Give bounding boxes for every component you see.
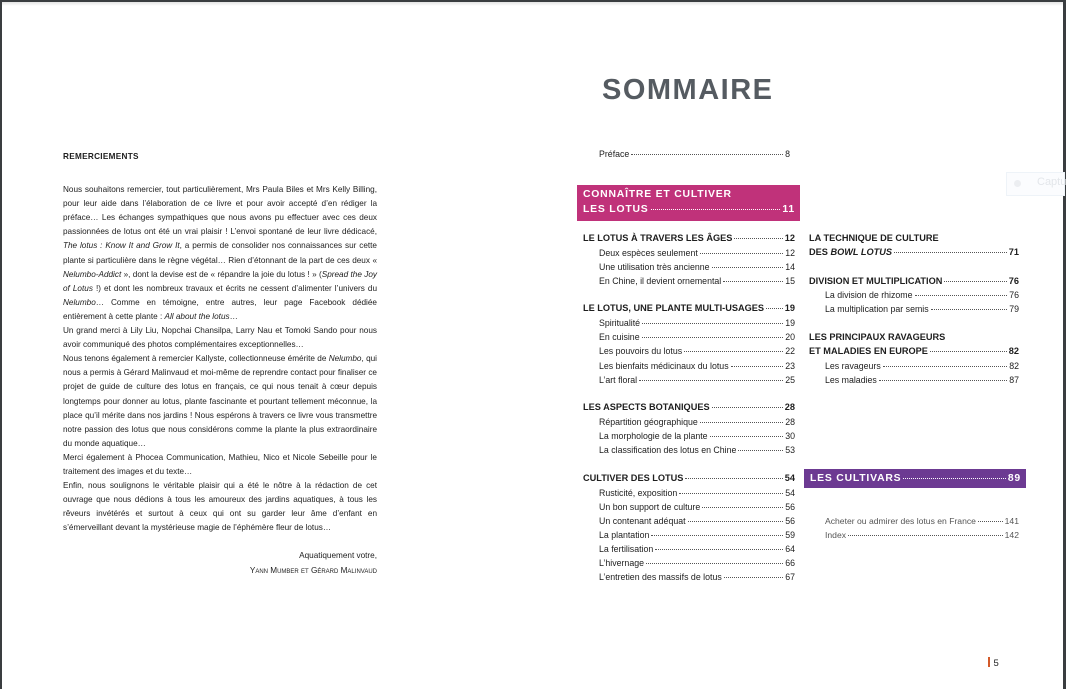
toc-entry-label: La classification des lotus en Chine [599,445,737,455]
leader-dots [731,366,784,367]
part-title-line1: CONNAÎTRE ET CULTIVER [583,189,732,200]
part-page: 11 [782,204,795,215]
toc-entry-page: 141 [1004,516,1019,526]
leader-dots [978,521,1003,522]
toc-entry-label: ET MALADIES EN EUROPE [809,346,928,356]
italic-run: Spread the Joy of Lotus [63,269,377,293]
toc-entry-label: Un contenant adéquat [599,516,686,526]
leader-dots [848,535,1003,536]
toc-entry-label: CULTIVER DES LOTUS [583,473,684,483]
toc-entry-label: En Chine, il devient ornemental [599,276,722,286]
toc-entry-page: 66 [785,558,795,568]
toc-entry-page: 76 [1009,290,1019,300]
toc-entry[interactable] [599,276,795,286]
text-run: Enfin, nous soulignons le véritable plaisir qui a été le nôtre à la rédaction de cet ouvrage que nous dédions à tous les amoureux des jardins aquatiques, à tous les rêveurs invétérés et surtout à ceux qui ont su garder leur âme d’enfant en s’émerveillant devant la mystérieuse magie de l’éphémère fleur de lotus… [63,481,377,533]
leader-dots [700,422,783,423]
toc-entry[interactable] [599,318,795,328]
toc-entry-label: LE LOTUS, UNE PLANTE MULTI-USAGES [583,303,765,313]
toc-entry-page: 56 [785,502,795,512]
toc-entry-acheter[interactable] [825,516,1019,526]
toc-entry-label: L’entretien des massifs de lotus [599,572,722,582]
record-icon [1014,180,1021,187]
toc-entry-page: 20 [785,332,795,342]
leader-dots [684,351,783,352]
toc-entry[interactable] [599,558,795,568]
acknowledgements-paragraph [63,479,377,535]
toc-entry-label: La morphologie de la plante [599,431,708,441]
leader-dots [915,295,1008,296]
italic-run: Nelumbo [63,297,96,307]
toc-entry-page: 54 [785,488,795,498]
toc-entry-page: 87 [1009,375,1019,385]
leader-dots [685,478,782,479]
toc-entry-label: La fertilisation [599,544,654,554]
toc-section-ravageurs-line1: LES PRINCIPAUX RAVAGEURS [809,332,946,342]
toc-entry-label: Les maladies [825,375,877,385]
acknowledgements-heading: REMERCIEMENTS [63,152,139,161]
toc-entry[interactable] [825,375,1019,385]
leader-dots [702,507,783,508]
toc-entry-label: La division de rhizome [825,290,913,300]
leader-dots [879,380,1007,381]
toc-entry-page: 12 [785,248,795,258]
window-frame-shadow [0,2,1066,6]
toc-entry[interactable] [599,248,795,258]
toc-entry-label: Les bienfaits médicinaux du lotus [599,361,729,371]
toc-entry-page: 67 [785,572,795,582]
toc-entry-page: 53 [785,445,795,455]
leader-dots [651,535,783,536]
text-run: Nous souhaitons remercier, tout particulièrement, Mrs Paula Biles et Mrs Kelly Billing, pour leur aide dans l’élaboration de ce livre et pour avoir accepté d’en rédiger la préface… Les échanges sympathiques que nous avons pu effectuer avec ces deux passionnées de lotus ont été un vrai plaisir ! L’envoi spontané de leur livre dédicacé, [63,185,377,237]
toc-section-technique-line1: LA TECHNIQUE DE CULTURE [809,233,939,243]
toc-section-technique[interactable] [809,247,1019,257]
page-number-value: 5 [993,658,999,669]
toc-entry-page: 28 [785,417,795,427]
page-title: SOMMAIRE [602,74,774,106]
capture-overlay-button[interactable] [1006,172,1065,196]
toc-entry-page: 64 [785,544,795,554]
toc-entry[interactable] [599,361,795,371]
text-run: Nous tenons également à remercier Kallyste, collectionneuse émérite de [63,354,329,364]
closing-line: Aquatiquement votre, [299,551,377,561]
toc-entry-page: 22 [785,346,795,356]
toc-entry-label: Rusticité, exposition [599,488,678,498]
toc-entry[interactable] [599,346,795,356]
leader-dots [639,380,783,381]
toc-entry-label: La multiplication par semis [825,304,929,314]
toc-entry[interactable] [599,502,795,512]
toc-entry-page: 23 [785,361,795,371]
label-prefix: DES [809,247,831,257]
leader-dots [642,337,784,338]
leader-dots [651,209,781,210]
toc-entry-label: Deux espèces seulement [599,248,698,258]
toc-section[interactable] [583,402,795,412]
toc-entry[interactable] [599,516,795,526]
toc-entry[interactable] [599,530,795,540]
toc-entry-page: 56 [785,516,795,526]
toc-entry-page: 59 [785,530,795,540]
toc-entry[interactable] [825,290,1019,300]
text-run: … Comme en témoigne, entre autres, leur page Facebook dédiée entièrement à cette plante : [63,297,377,321]
toc-entry-page: 82 [1009,361,1019,371]
toc-entry-label: LE LOTUS À TRAVERS LES ÂGES [583,233,733,243]
toc-section[interactable] [583,473,795,483]
toc-entry-label [809,247,892,257]
toc-entry-page: 30 [785,431,795,441]
toc-entry-label: Index [825,530,847,540]
toc-entry[interactable] [599,488,795,498]
toc-entry[interactable] [599,417,795,427]
toc-entry[interactable] [599,572,795,582]
toc-entry-page: 8 [785,149,790,159]
toc-entry[interactable] [599,332,795,342]
toc-entry-page: 25 [785,375,795,385]
leader-dots [903,478,1005,479]
leader-dots [738,450,783,451]
toc-section-division[interactable] [809,276,1019,286]
toc-entry-label: LES ASPECTS BOTANIQUES [583,402,710,412]
italic-run: Nelumbo-Addict [63,269,122,279]
toc-entry-label: L’art floral [599,375,638,385]
leader-dots [894,252,1007,253]
leader-dots [944,281,1006,282]
leader-dots [688,521,784,522]
toc-entry-preface[interactable] [599,149,790,159]
toc-entry-label: Spiritualité [599,318,641,328]
page-number [988,657,999,669]
toc-entry-index[interactable] [825,530,1019,540]
toc-entry[interactable] [599,544,795,554]
text-run: … [229,311,238,321]
toc-entry-label: L’hivernage [599,558,644,568]
toc-entry[interactable] [599,445,795,455]
toc-entry-page: 142 [1004,530,1019,540]
text-run: , a permis de consolider nos connaissances sur cette plante si particulière dans le règne végétal… Rien d’étonnant de la part de ces deux « [63,241,377,265]
leader-dots [642,323,783,324]
leader-dots [734,238,782,239]
toc-entry-page: 71 [1008,247,1019,257]
toc-entry-label: La plantation [599,530,650,540]
text-run: », dont la devise est de « répandre la joie du lotus ! » ( [121,269,322,279]
acknowledgements-paragraph [63,451,377,479]
page-number-bar [988,657,990,667]
toc-entry-page: 76 [1008,276,1019,286]
toc-section[interactable] [583,303,795,313]
leader-dots [710,436,784,437]
toc-entry-label: Un bon support de culture [599,502,701,512]
toc-entry-label: Une utilisation très ancienne [599,262,710,272]
leader-dots [646,563,783,564]
text-run: Un grand merci à Lily Liu, Nopchai Chansilpa, Larry Nau et Tomoki Sando pour nous avoir communiqué des photos complémentaires exceptionnelles… [63,326,377,350]
text-run: !) et dont les nombreux travaux et écrits ne cessent d’alimenter l’univers du [92,283,377,293]
toc-entry-page: 79 [1009,304,1019,314]
toc-entry-page: 14 [785,262,795,272]
toc-entry-label: DIVISION ET MULTIPLICATION [809,276,943,286]
authors-signature: Yann Mumber et Gérard Malinvaud [249,565,377,575]
toc-entry-page: 15 [785,276,795,286]
label-italic: BOWL LOTUS [830,247,893,257]
leader-dots [631,154,783,155]
capture-label: Captu [1037,176,1066,188]
toc-section[interactable] [583,233,795,243]
italic-run: Nelumbo [328,354,362,364]
toc-entry[interactable] [599,262,795,272]
toc-entry-page: 12 [784,233,795,243]
part-title-line2: LES LOTUS [583,204,649,215]
part-title: LES CULTIVARS [810,473,902,484]
toc-entry[interactable] [599,431,795,441]
toc-entry-label: Les ravageurs [825,361,881,371]
part-page: 89 [1007,473,1021,484]
leader-dots [931,309,1008,310]
text-run: , qui nous a permis à Gérard Malinvaud et moi-même de reprendre contact pour finaliser ce projet de guide de culture des lotus en français, ce qui nous tenait à cœur depuis longtemps pour donner au lotus, plante fascinante et pourtant tellement méconnue, la place qu’il mérite dans nos jardins ! Nous espérons à travers ce livre vous transmettre notre passion des lotus que nous considérons comme la plante la plus extraordinaire du monde aquatique… [63,354,378,448]
italic-run: The lotus : Know It and Grow It [63,241,180,251]
acknowledgements-paragraph [63,183,377,324]
toc-entry-page: 82 [1008,346,1019,356]
toc-entry-label: Répartition géographique [599,417,698,427]
toc-entry-page: 54 [784,473,795,483]
leader-dots [655,549,783,550]
leader-dots [700,253,783,254]
leader-dots [724,577,783,578]
leader-dots [930,351,1007,352]
leader-dots [679,493,783,494]
toc-entry-label: Les pouvoirs du lotus [599,346,683,356]
leader-dots [712,407,783,408]
acknowledgements-paragraph [63,352,377,451]
toc-part-connaitre[interactable] [577,185,800,221]
italic-run: All about the lotus [164,311,230,321]
window-frame-left [0,0,2,689]
acknowledgements-body [63,183,377,535]
toc-entry-page: 19 [784,303,795,313]
leader-dots [883,366,1007,367]
toc-part-cultivars[interactable] [804,469,1026,488]
toc-entry-label: Acheter ou admirer des lotus en France [825,516,976,526]
text-run: Merci également à Phocea Communication, Mathieu, Nico et Nicole Sebeille pour le traitement des images et du texte… [63,452,377,476]
leader-dots [766,308,783,309]
toc-entry[interactable] [825,361,1019,371]
toc-entry-label: Préface [599,149,630,159]
toc-entry-label: En cuisine [599,332,640,342]
toc-entry-page: 28 [784,402,795,412]
toc-entry[interactable] [825,304,1019,314]
toc-entry-page: 19 [785,318,795,328]
leader-dots [712,267,784,268]
toc-entry[interactable] [599,375,795,385]
acknowledgements-page [63,150,377,578]
leader-dots [723,281,783,282]
toc-section-ravageurs[interactable] [809,346,1019,356]
acknowledgements-paragraph [63,324,377,352]
